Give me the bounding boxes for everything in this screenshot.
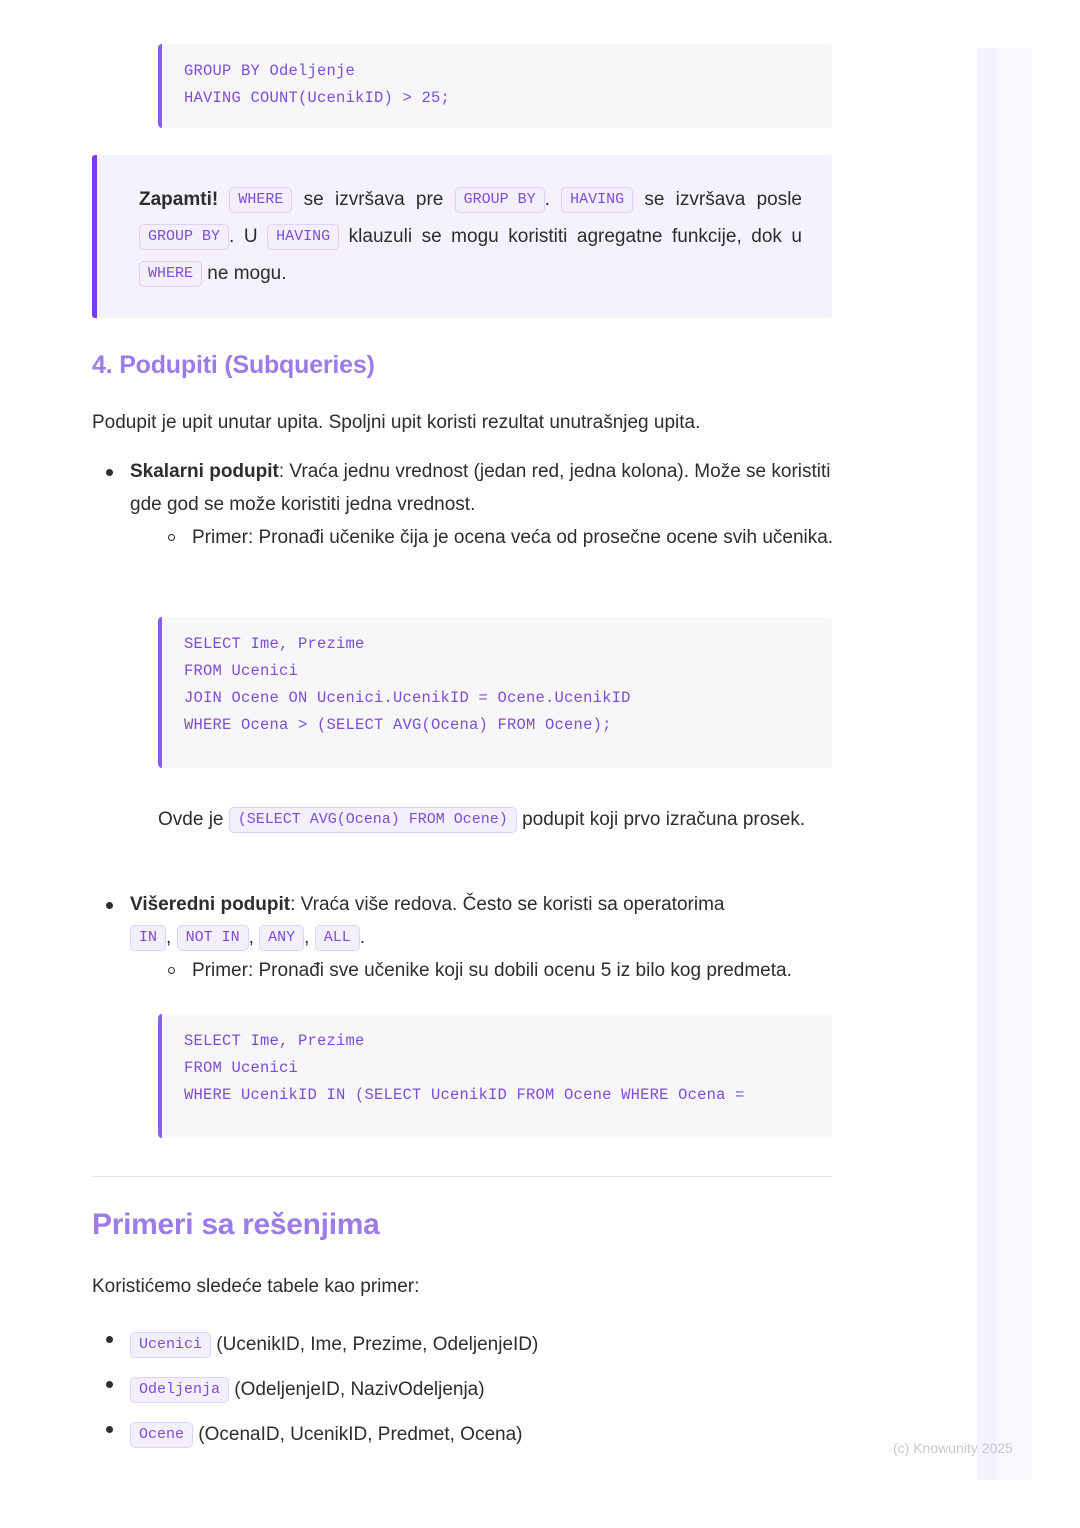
inline-code-having-2: HAVING <box>267 224 339 250</box>
code-block-multirow-subquery <box>158 1014 832 1138</box>
section-divider <box>92 1176 832 1177</box>
separator: , <box>248 927 254 948</box>
list-item <box>92 1367 832 1412</box>
code-block-scalar-subquery <box>158 617 832 768</box>
inline-code-where-2: WHERE <box>139 261 202 287</box>
examples-intro-text: Koristićemo sledeće tabele kao primer: <box>92 1276 420 1297</box>
separator: , <box>166 927 172 948</box>
inline-code-not-in: NOT IN <box>177 925 249 951</box>
bullet-strong-label: Skalarni podupit <box>130 461 279 482</box>
copyright-watermark: (c) Knowunity 2025 <box>893 1440 1013 1456</box>
list-item <box>92 455 832 521</box>
code-line: JOIN Ocene ON Ucenici.UcenikID = Ocene.UcenikID <box>184 689 631 707</box>
list-item <box>92 888 832 954</box>
subquery-sub-list-2 <box>92 954 854 987</box>
separator: . <box>359 927 366 948</box>
inline-code-in: IN <box>130 925 166 951</box>
callout-fragment: klauzuli se mogu koristiti agregatne funkcije, dok u <box>348 226 802 247</box>
callout-label: Zapamti! <box>139 189 219 210</box>
inline-code-having: HAVING <box>561 187 633 213</box>
bullet-text: : Vraća jednu vrednost (jedan red, jedna kolona). Može se koristiti gde god se može koristiti jedna vrednost. <box>130 461 831 515</box>
table-columns: (UcenikID, Ime, Prezime, OdeljenjeID) <box>216 1334 539 1355</box>
inline-code-group-by-2: GROUP BY <box>139 224 229 250</box>
inline-code-avg-subquery: (SELECT AVG(Ocena) FROM Ocene) <box>229 807 517 833</box>
inline-code-group-by: GROUP BY <box>455 187 545 213</box>
callout-fragment: se izvršava posle <box>644 189 802 210</box>
code-line: GROUP BY Odeljenje <box>184 62 356 80</box>
callout-fragment: . <box>544 189 550 210</box>
page-title-examples: Primeri sa rešenjima <box>92 1208 380 1241</box>
subquery-sub-list-1 <box>92 521 854 554</box>
inline-code-where: WHERE <box>229 187 292 213</box>
code-line: SELECT Ime, Prezime <box>184 1032 365 1050</box>
bullet-text: : Vraća više redova. Često se koristi sa operatorima <box>290 894 725 915</box>
inline-code-table-ocene: Ocene <box>130 1422 193 1448</box>
callout-remember <box>92 155 832 318</box>
code-line: FROM Ucenici <box>184 1059 299 1077</box>
separator: , <box>304 927 310 948</box>
scalar-subquery-note <box>158 803 832 837</box>
list-item: Primer: Pronađi sve učenike koji su dobili ocenu 5 iz bilo kog predmeta. <box>154 954 854 987</box>
inline-code-table-odeljenja: Odeljenja <box>130 1377 229 1403</box>
code-block-group-by-having <box>158 44 832 128</box>
code-line: SELECT Ime, Prezime <box>184 635 365 653</box>
example-tables-list <box>92 1322 832 1457</box>
table-columns: (OcenaID, UcenikID, Predmet, Ocena) <box>198 1424 523 1445</box>
page-side-panel-inner <box>999 48 1032 1480</box>
list-item <box>92 1412 832 1457</box>
code-line: WHERE UcenikID IN (SELECT UcenikID FROM Ocene WHERE Ocena = <box>184 1086 745 1104</box>
callout-fragment: se izvršava pre <box>303 189 444 210</box>
callout-fragment: ne mogu. <box>207 263 287 284</box>
bullet-strong-label: Višeredni podupit <box>130 894 291 915</box>
section-heading-subqueries: 4. Podupiti (Subqueries) <box>92 351 375 379</box>
multirow-subquery-bullet <box>92 888 832 954</box>
page-side-panel <box>977 48 1032 1480</box>
code-line: WHERE Ocena > (SELECT AVG(Ocena) FROM Ocene); <box>184 716 612 734</box>
note-prefix: Ovde je <box>158 809 224 830</box>
list-item: Primer: Pronađi učenike čija je ocena veća od prosečne ocene svih učenika. <box>154 521 854 554</box>
code-line: FROM Ucenici <box>184 662 299 680</box>
code-line: HAVING COUNT(UcenikID) > 25; <box>184 89 451 107</box>
callout-fragment: . U <box>229 226 258 247</box>
note-suffix: podupit koji prvo izračuna prosek. <box>522 809 806 830</box>
inline-code-any: ANY <box>259 925 304 951</box>
inline-code-table-ucenici: Ucenici <box>130 1332 211 1358</box>
callout-text <box>139 181 802 292</box>
subquery-bullet-list <box>92 455 832 521</box>
section-intro-text: Podupit je upit unutar upita. Spoljni upit koristi rezultat unutrašnjeg upita. <box>92 412 701 433</box>
inline-code-all: ALL <box>315 925 360 951</box>
list-item <box>92 1322 832 1367</box>
table-columns: (OdeljenjeID, NazivOdeljenja) <box>234 1379 485 1400</box>
